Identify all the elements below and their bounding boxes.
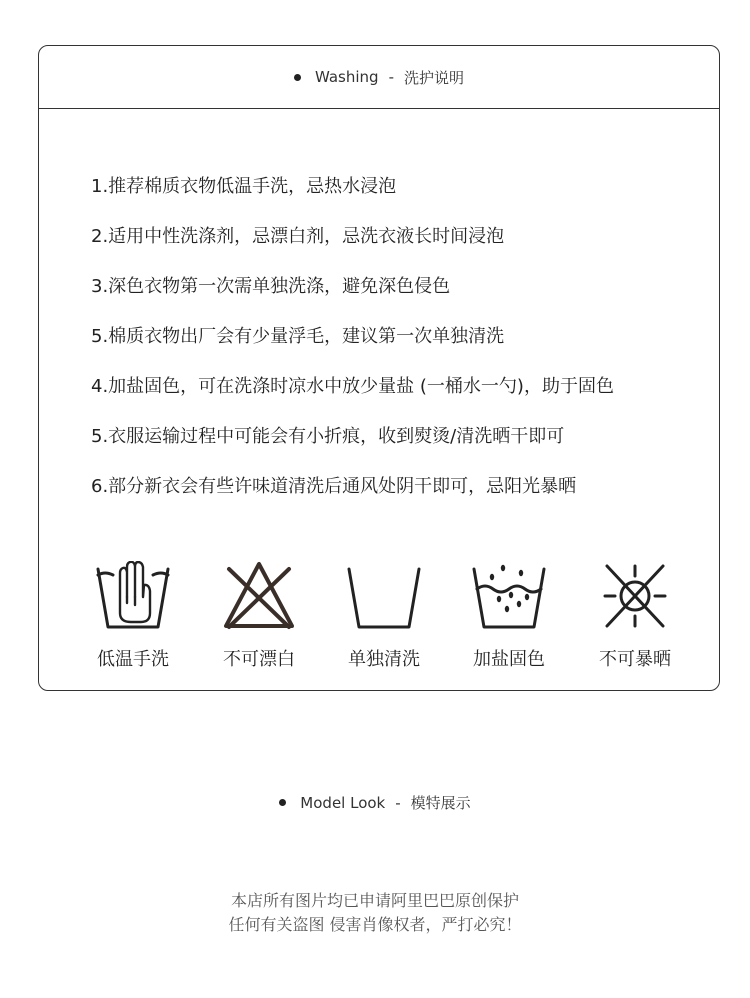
title-separator: -	[388, 68, 394, 86]
care-item-hand-wash	[73, 561, 193, 671]
instruction-item: 6.部分新衣会有些许味道清洗后通风处阴干即可，忌阳光暴晒	[91, 476, 577, 497]
care-item-no-sun	[575, 561, 695, 671]
copyright-notice	[0, 889, 750, 937]
care-label: 低温手洗	[97, 649, 169, 670]
bullet-dot-icon	[279, 799, 286, 806]
instruction-item: 4.加盐固色，可在洗涤时凉水中放少量盐 (一桶水一勺)，助于固色	[91, 376, 614, 397]
instruction-item: 5.棉质衣物出厂会有少量浮毛，建议第一次单独清洗	[91, 326, 505, 347]
copyright-line-1: 本店所有图片均已申请阿里巴巴原创保护	[230, 891, 519, 910]
instruction-item: 5.衣服运输过程中可能会有小折痕，收到熨烫/清洗晒干即可	[91, 426, 565, 447]
care-item-salt-fix	[449, 561, 569, 671]
care-item-no-bleach	[199, 561, 319, 671]
care-label: 加盐固色	[473, 649, 545, 670]
model-look-title-cn: 模特展示	[410, 794, 471, 812]
washing-title-en: Washing	[314, 68, 379, 86]
care-label: 不可漂白	[223, 649, 295, 670]
care-label: 不可暴晒	[599, 649, 671, 670]
instruction-item: 3.深色衣物第一次需单独洗涤，避免深色侵色	[91, 276, 451, 297]
instruction-list	[91, 174, 614, 524]
care-icons-row	[39, 561, 719, 686]
washing-header	[39, 46, 719, 109]
instruction-item: 1.推荐棉质衣物低温手洗，忌热水浸泡	[91, 176, 397, 197]
hand-wash-icon	[93, 561, 173, 631]
copyright-line-2: 任何有关盗图 侵害肖像权者，严打必究！	[228, 915, 522, 934]
instruction-item: 2.适用中性洗涤剂，忌漂白剂，忌洗衣液长时间浸泡	[91, 226, 505, 247]
bullet-dot-icon	[294, 74, 301, 81]
care-label: 单独清洗	[348, 649, 420, 670]
no-sun-icon	[595, 561, 675, 631]
salt-wash-icon	[469, 561, 549, 631]
title-separator: -	[395, 793, 401, 812]
no-bleach-icon	[219, 561, 299, 631]
washing-card	[38, 45, 720, 691]
washing-title-cn: 洗护说明	[404, 68, 465, 87]
model-look-title	[0, 792, 750, 813]
model-look-title-en: Model Look	[300, 793, 386, 812]
care-item-wash-separately	[324, 561, 444, 671]
wash-tub-icon	[344, 561, 424, 631]
